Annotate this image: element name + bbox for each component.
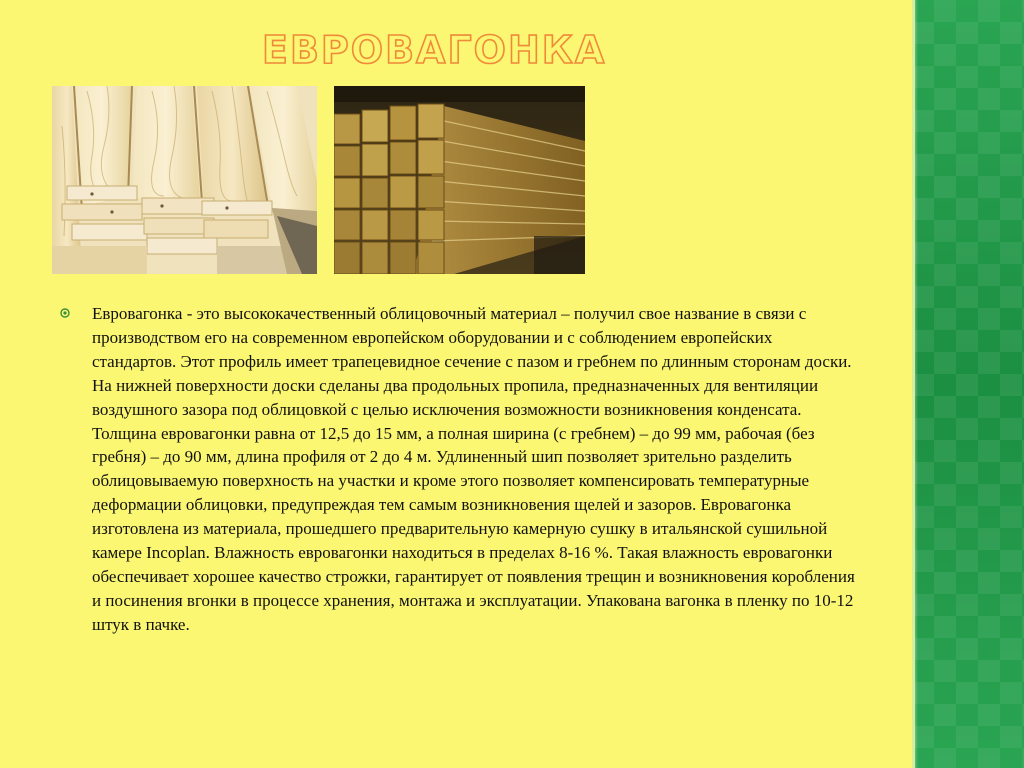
photo-wood-boards-icon xyxy=(52,86,317,274)
photo-wood-stack-icon xyxy=(334,86,585,274)
bullet-circle-icon xyxy=(60,308,70,318)
bullet-paragraph: Евровагонка - это высококачественный облицовочный материал – получил свое название в связи с производством его на современном европейском оборудовании и с соблюдением европейских стандартов. Этот профиль имеет трапецевидное сечение с пазом и гребнем по длинным сторонам доски. На нижней поверхности доски сделаны два продольных пропила, предназначенных для вентиляции воздушного зазора под облицовкой с целью исключения возможности возникновения конденсата. Толщина евровагонки равна от 12,5 до 15 мм, а полная ширина (с гребнем) – до 99 мм, рабочая (без гребня) – до 90 мм, длина профиля от 2 до 4 м. Удлиненный шип позволяет зрительно разделить облицовываемую поверхность на участки и кроме этого позволяет компенсировать температурные деформации облицовки, предупреждая тем самым возникновения щелей и зазоров. Евровагонка изготовлена из материала, прошедшего предварительную камерную сушку в итальянской сушильной камере Incoplan. Влажность евровагонки находиться в пределах 8-16 %. Такая влажность евровагонки обеспечивает хорошее качество строжки, гарантирует от появления трещин и возникновения коробления и посинения вгонки в процессе хранения, монтажа и эксплуатации. Упакована вагонка в пленку по 10-12 штук в пачке. xyxy=(92,304,855,634)
decorative-side-band xyxy=(912,0,1024,768)
boards-closeup-photo xyxy=(52,86,317,274)
slide-title: ЕВРОВАГОНКА xyxy=(262,28,607,72)
bullet-list xyxy=(60,302,860,637)
boards-stack-photo xyxy=(334,86,585,274)
